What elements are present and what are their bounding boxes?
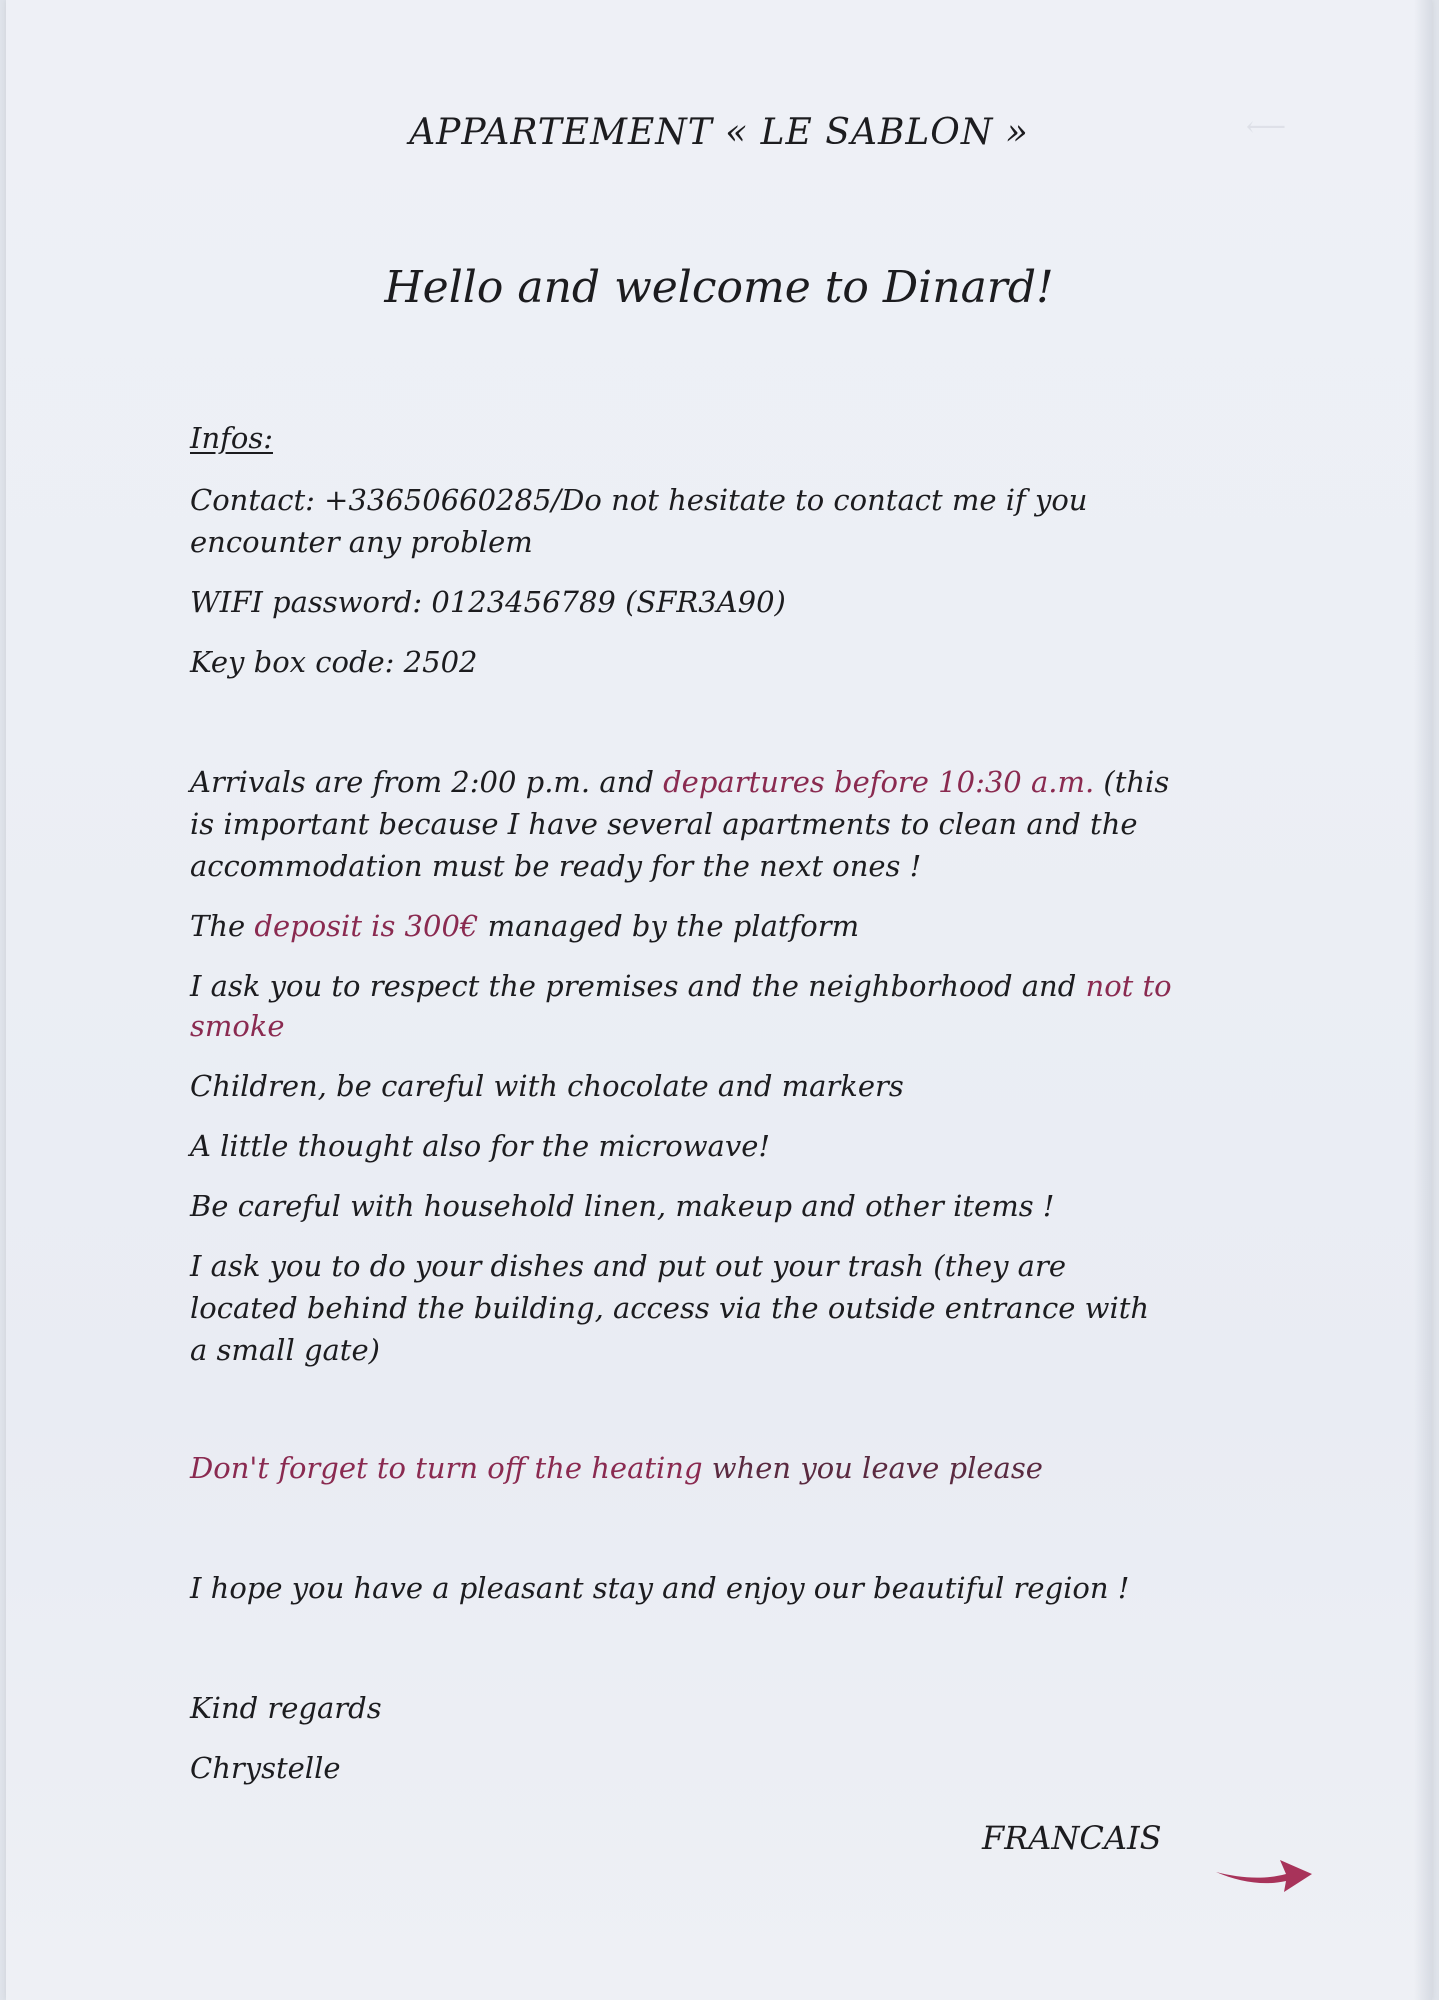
dishes-line-1: I ask you to do your dishes and put out your trash (they are <box>190 1249 1066 1283</box>
deposit-text-end: managed by the platform <box>478 909 860 943</box>
deposit-text: The <box>190 909 255 943</box>
paper-sheet <box>6 0 1432 2000</box>
deposit-line <box>190 906 859 946</box>
heating-line <box>190 1448 1043 1488</box>
respect-text: I ask you to respect the premises and the neighborhood and <box>190 969 1086 1003</box>
language-switch-link[interactable]: FRANCAIS <box>982 1819 1162 1857</box>
infos-label: Infos: <box>190 421 273 455</box>
departures-highlight: departures before 10:30 a.m. <box>663 765 1095 799</box>
arrivals-line-2: is important because I have several apartments to clean and the <box>190 807 1138 841</box>
arrivals-text: Arrivals are from 2:00 p.m. and <box>190 765 664 799</box>
microwave-line: A little thought also for the microwave! <box>190 1129 771 1163</box>
dishes-line-3: a small gate) <box>190 1333 380 1367</box>
regards-line: Kind regards <box>190 1691 382 1725</box>
arrow-right-icon[interactable] <box>1214 1848 1314 1898</box>
welcome-heading: Hello and welcome to Dinard! <box>384 262 1054 313</box>
arrivals-text-end: (this <box>1094 765 1170 799</box>
hope-line: I hope you have a pleasant stay and enjoy our beautiful region ! <box>190 1571 1130 1605</box>
respect-line-2: smoke <box>190 1009 285 1043</box>
contact-line-1: Contact: +33650660285/Do not hesitate to contact me if you <box>190 483 1088 517</box>
deposit-highlight: deposit is 300€ <box>254 909 479 943</box>
wifi-password: WIFI password: 0123456789 (SFR3A90) <box>190 585 786 619</box>
contact-line-2: encounter any problem <box>190 525 533 559</box>
arrivals-line-3: accommodation must be ready for the next ones ! <box>190 849 922 883</box>
heating-highlight: Don't forget to turn off the heating <box>190 1451 703 1485</box>
arrivals-line-1 <box>190 762 1169 802</box>
key-box-code: Key box code: 2502 <box>190 645 478 679</box>
dishes-line-2: located behind the building, access via the outside entrance with <box>190 1291 1150 1325</box>
children-line: Children, be careful with chocolate and markers <box>190 1069 904 1103</box>
respect-line-1 <box>190 966 1172 1006</box>
signature: Chrystelle <box>190 1751 341 1785</box>
page-title: APPARTEMENT « LE SABLON » <box>409 112 1029 153</box>
show-through-mark: ⟵ <box>1246 110 1287 143</box>
heating-text-end: when you leave please <box>702 1451 1043 1485</box>
no-smoking-highlight: not to <box>1085 969 1172 1003</box>
linen-line: Be careful with household linen, makeup and other items ! <box>190 1189 1055 1223</box>
